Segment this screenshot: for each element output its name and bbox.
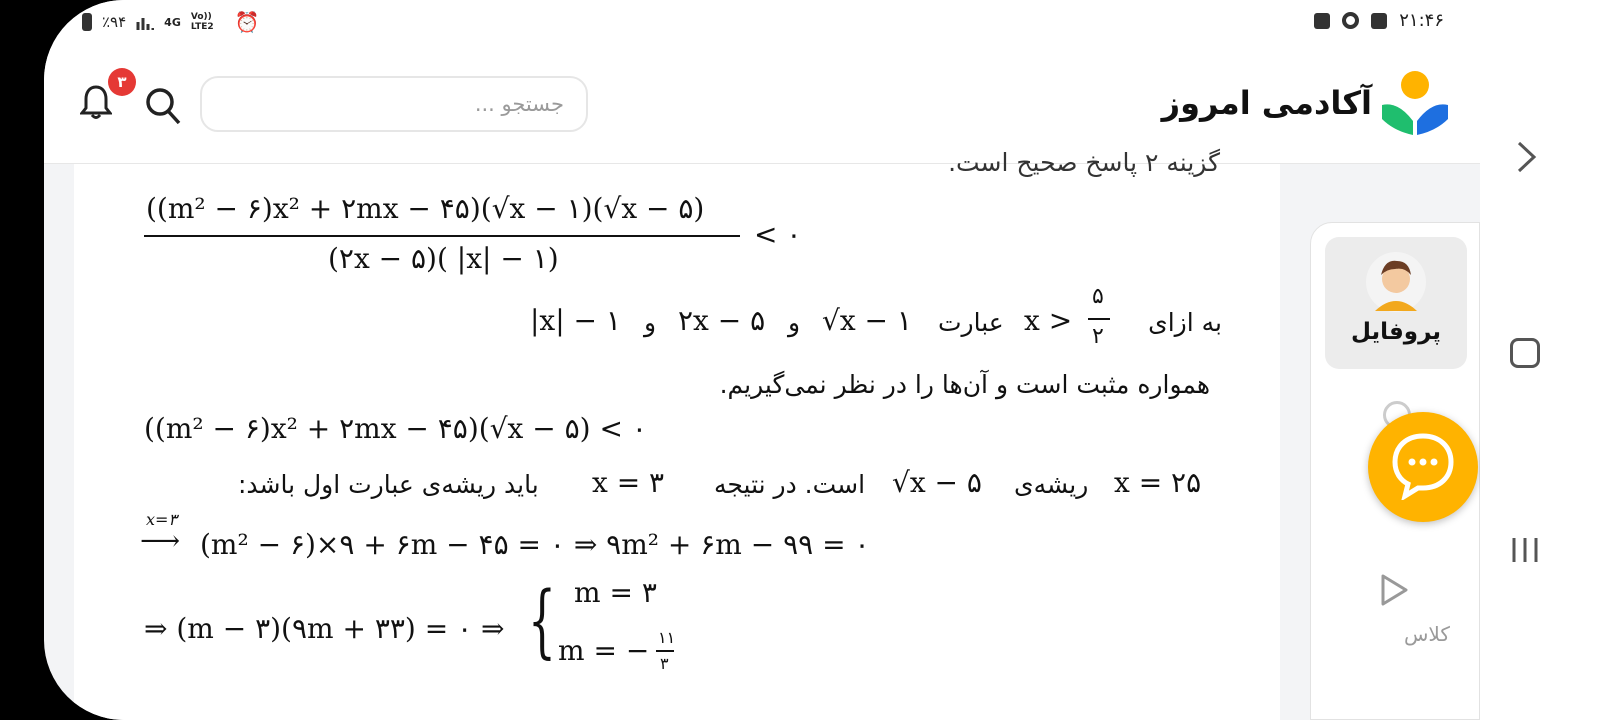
avatar [1365, 251, 1427, 313]
profile-label: پروفایل [1350, 319, 1442, 345]
line2-expr-sqrt: √x − ۱ [822, 304, 912, 337]
chat-support-button[interactable] [1368, 412, 1478, 522]
eq2: ((m² − ۶)x² + ۲mx − ۴۵)(√x − ۵) < ۰ [144, 412, 647, 445]
line5-x3: x = ۳ [592, 466, 665, 499]
app-screen [44, 0, 1480, 720]
line2-expr-abs: |x| − ۱ [530, 304, 621, 337]
line2-x-greater: x > [1024, 304, 1073, 337]
class-menu-label[interactable]: کلاس [1404, 622, 1450, 646]
line2-and-1: و [788, 308, 801, 337]
site-logo[interactable] [1162, 68, 1450, 138]
signal-icon [136, 14, 154, 30]
alarm-icon: ⏰ [234, 10, 260, 34]
line2-fraction-bar [1088, 318, 1110, 320]
checkbox-notification-icon [1314, 13, 1330, 29]
line2-fraction-numerator: ۵ [1092, 284, 1104, 309]
eq4-case-2-prefix: m = − [558, 634, 650, 667]
gallery-icon [1371, 13, 1387, 29]
line5-must-be-root: باید ریشه‌ی عبارت اول باشد: [238, 470, 539, 499]
search-icon[interactable] [144, 86, 182, 126]
play-class-icon[interactable] [1379, 573, 1409, 607]
eq3-arrow-label: x=۳ [146, 510, 178, 529]
line2-expr-linear: ۲x − ۵ [678, 304, 766, 337]
eq1-relation: < ۰ [754, 218, 802, 251]
line2-and-2: و [644, 308, 657, 337]
chrome-icon [1342, 12, 1359, 29]
eq1-fraction-bar [144, 235, 740, 237]
network-type: 4G [164, 15, 181, 29]
eq4-case-2-denominator: ۳ [660, 654, 669, 673]
eq4-brace: { [528, 574, 556, 667]
app-header [44, 44, 1480, 164]
home-square-icon[interactable] [1510, 338, 1540, 368]
eq4-case-2-numerator: ۱۱ [658, 628, 676, 647]
logo-text: آکادمی امروز [1161, 84, 1372, 122]
status-bar [44, 0, 1480, 44]
logo-mark-icon [1380, 69, 1450, 137]
eq3-arrow: ⟶ [140, 524, 181, 557]
line3-text: همواره مثبت است و آن‌ها را در نظر نمی‌گیریم. [719, 370, 1210, 399]
profile-menu-item[interactable] [1325, 237, 1467, 369]
battery-icon [82, 13, 92, 31]
notification-bell-icon[interactable] [80, 84, 112, 120]
eq4: ⇒ (m − ۳)(۹m + ۳۳) = ۰ ⇒ [144, 612, 505, 645]
battery-level: ٪۹۴ [102, 13, 127, 31]
eq1-numerator: ((m² − ۶)x² + ۲mx − ۴۵)(√x − ۱)(√x − ۵) [146, 192, 705, 225]
answer-statement: گزینه ۲ پاسخ صحیح است. [948, 148, 1220, 177]
line2-expression-word: عبارت [938, 308, 1004, 337]
volte-indicator: Vo)) LTE2 [190, 12, 214, 32]
chevron-right-icon[interactable] [1516, 140, 1538, 174]
line2-fraction-denominator: ۲ [1092, 324, 1104, 349]
line5-root-of: ریشه‌ی [1014, 470, 1089, 499]
eq1-denominator: (۲x − ۵)( |x| − ۱) [328, 242, 559, 275]
recent-apps-icon[interactable] [1510, 536, 1540, 564]
eq4-case-1: m = ۳ [574, 576, 657, 609]
notification-count-badge: ۳ [108, 68, 136, 96]
line5-x25: x = ۲۵ [1114, 466, 1202, 499]
search-input[interactable]: جستجو ... [200, 76, 588, 132]
clock: ۲۱:۴۶ [1399, 10, 1444, 31]
chat-bubble-icon [1390, 432, 1456, 500]
line5-sqrt: √x − ۵ [892, 466, 982, 499]
system-navigation-bar [1480, 0, 1600, 720]
eq4-case-2-fraction-bar [656, 650, 674, 652]
eq3: (m² − ۶)×۹ + ۶m − ۴۵ = ۰ ⇒ ۹m² + ۶m − ۹۹ = ۰ [200, 528, 870, 561]
line2-for: به ازای [1148, 308, 1222, 337]
solution-content [74, 148, 1280, 720]
line5-consequently: است. در نتیجه [714, 470, 866, 499]
